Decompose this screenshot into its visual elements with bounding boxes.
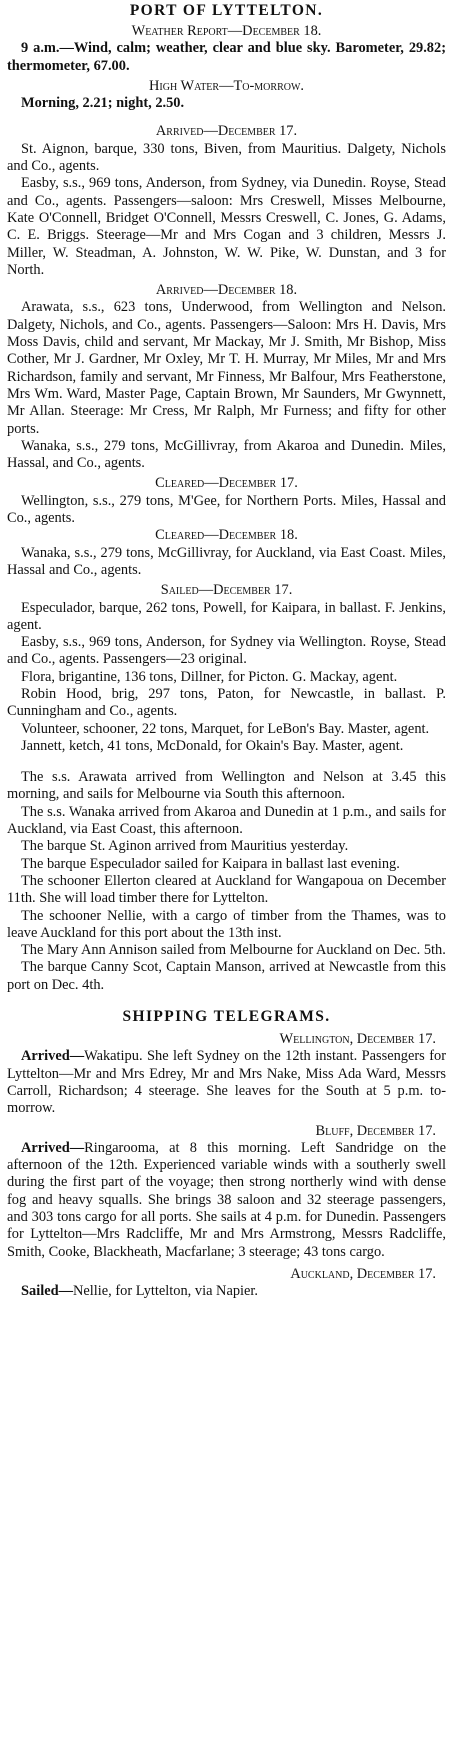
shipping-entry: Jannett, ketch, 41 tons, McDonald, for Okain's Bay. Master, agent. (21, 737, 404, 754)
shipping-entry: Especulador, barque, 262 tons, Powell, for Kaipara, in ballast. F. Jenkins, agent. (7, 599, 446, 633)
weather-report-text: 9 a.m.—Wind, calm; weather, clear and blue sky. Barometer, 29.82; thermometer, 67.00. (7, 40, 446, 74)
news-paragraph: The Mary Ann Annison sailed from Melbourne for Auckland on Dec. 5th. (21, 942, 446, 959)
shipping-entry: Easby, s.s., 969 tons, Anderson, for Sydney via Wellington. Royse, Stead and Co., agents. Passengers—23 original. (7, 634, 446, 668)
shipping-entry: Wellington, s.s., 279 tons, M'Gee, for Northern Ports. Miles, Hassal and Co., agents. (7, 492, 446, 527)
arrived-dec17-heading: Arrived—December 17. (155, 123, 298, 140)
telegram-paragraph (7, 1140, 446, 1261)
sailed-dec17-heading: Sailed—December 17. (160, 582, 293, 599)
news-paragraph: The barque Especulador sailed for Kaipara in ballast last evening. (21, 855, 400, 872)
cleared-dec17-heading: Cleared—December 17. (155, 475, 298, 492)
cleared-dec18-heading: Cleared—December 18. (155, 527, 298, 544)
telegram-text: Ringarooma, at 8 this morning. Left Sandridge on the afternoon of the 12th. Experienced variable winds with a southerly swell during the first part of the voyage; then strong northerly wind with dense fog and heavy squalls. She brings 38 saloon and 32 steerage passengers, and 303 tons cargo for all ports. She sails at 4 p.m. for Dunedin. Passengers for Lyttelton—Mrs Radcliffe, Mr and Mrs Armstrong, Messrs Radcliffe, Smith, Cooke, Blackheath, Macfarlane; 3 steerage; 43 tons cargo. (7, 1139, 446, 1260)
telegram-lead: Arrived— (21, 1139, 85, 1156)
shipping-entry: St. Aignon, barque, 330 tons, Biven, from Mauritius. Dalgety, Nichols and Co., agents. (7, 140, 446, 175)
section-title-shipping-telegrams: SHIPPING TELEGRAMS. (122, 1008, 331, 1026)
telegram-lead: Arrived— (21, 1048, 85, 1065)
shipping-entry: Easby, s.s., 969 tons, Anderson, from Sydney, via Dunedin. Royse, Stead and Co., agents. Passengers—saloon: Mrs Creswell, Misses Melbourne, Kate O'Connell, Bridget O'Connell, Messrs Creswell, C. Jones, G. Adams, C. E. Briggs. Steerage—Mr and Mrs Cogan and 3 children, Messrs J. Miller, W. Steadman, A. Johnston, W. W. Pike, W. Dunstan, and 3 for North. (7, 175, 446, 278)
high-water-text: Morning, 2.21; night, 2.50. (21, 95, 185, 112)
shipping-entry: Arawata, s.s., 623 tons, Underwood, from Wellington and Nelson. Dalgety, Nichols, and Co., agents. Passengers—Saloon: Mrs H. Davis, Mrs Moss Davis, child and servant, Mr Mackay, Mr J. Smith, Mr Bishop, Miss Cother, Mr J. Gardner, Mr Oxley, Mr T. H. Murray, Mr Miles, Mr and Mrs Richardson, family and servant, Mr Finness, Mr Balfour, Mrs Featherstone, Mrs Wm. Ward, Master Page, Captain Brown, Mr Saunders, Mr Gwynnett, Mr Allan. Steerage: Mr Cress, Mr Ralph, Mr Furness; and fifty for other ports. (7, 299, 446, 437)
telegram-paragraph (7, 1283, 446, 1300)
telegram-text: Nellie, for Lyttelton, via Napier. (72, 1283, 259, 1300)
arrived-dec18-heading: Arrived—December 18. (155, 282, 298, 299)
telegram-paragraph (7, 1048, 446, 1117)
shipping-entry: Volunteer, schooner, 22 tons, Marquet, for LeBon's Bay. Master, agent. (21, 720, 430, 737)
news-paragraph: The barque Canny Scot, Captain Manson, arrived at Newcastle from this port on Dec. 4th. (7, 959, 446, 993)
news-paragraph: The s.s. Wanaka arrived from Akaroa and Dunedin at 1 p.m., and sails for Auckland, via East Coast, this afternoon. (7, 803, 446, 838)
shipping-entry: Robin Hood, brig, 297 tons, Paton, for Newcastle, in ballast. P. Cunningham and Co., agents. (7, 685, 446, 720)
weather-report-heading: Weather Report—December 18. (131, 23, 322, 39)
news-paragraph: The s.s. Arawata arrived from Wellington and Nelson at 3.45 this morning, and sails for Melbourne via South this afternoon. (7, 769, 446, 803)
shipping-entry: Flora, brigantine, 136 tons, Dillner, for Picton. G. Mackay, agent. (21, 668, 398, 685)
shipping-entry: Wanaka, s.s., 279 tons, McGillivray, for Auckland, via East Coast. Miles, Hassal and Co., agents. (7, 544, 446, 578)
shipping-entry: Wanaka, s.s., 279 tons, McGillivray, from Akaroa and Dunedin. Miles, Hassal, and Co., agents. (7, 437, 446, 472)
dateline-auckland: Auckland, December 17. (290, 1265, 436, 1282)
high-water-heading: High Water—To-morrow. (149, 77, 304, 94)
news-paragraph: The schooner Ellerton cleared at Auckland for Wangapoua on December 11th. She will load timber there for Lyttelton. (7, 872, 446, 907)
telegram-lead: Sailed— (21, 1283, 73, 1300)
news-paragraph: The schooner Nellie, with a cargo of timber from the Thames, was to leave Auckland for this port about the 13th inst. (7, 907, 446, 941)
dateline-bluff: Bluff, December 17. (315, 1122, 436, 1139)
news-paragraph: The barque St. Aginon arrived from Mauritius yesterday. (21, 838, 349, 855)
telegram-text: Wakatipu. She left Sydney on the 12th instant. Passengers for Lyttelton—Mr and Mrs Edrey, Mr and Mrs Nake, Miss Ada Ward, Messrs Carroll, Richardson; 4 steerage. She leaves for the South at 5 p.m. to-morrow. (7, 1048, 446, 1117)
dateline-wellington: Wellington, December 17. (279, 1031, 436, 1048)
section-title-port-of-lyttelton: PORT OF LYTTELTON. (129, 2, 324, 19)
